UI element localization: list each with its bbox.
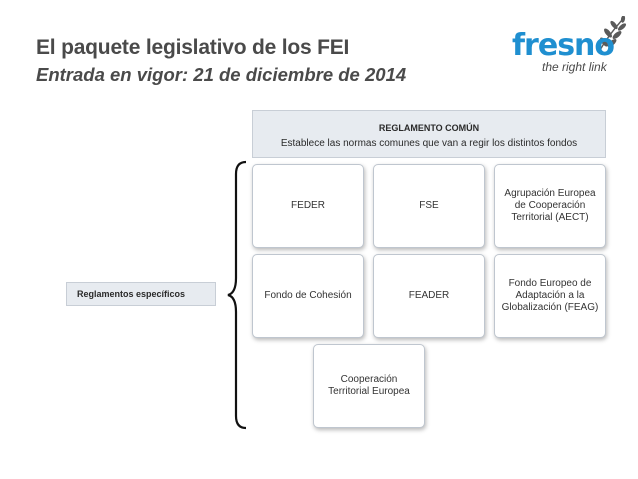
specific-regulations-label: Reglamentos específicos bbox=[66, 282, 216, 306]
page-subtitle: Entrada en vigor: 21 de diciembre de 2014 bbox=[36, 64, 407, 85]
fund-box-aect: Agrupación Europea de Cooperación Territorial (AECT) bbox=[494, 164, 606, 248]
fresno-logo bbox=[508, 16, 628, 76]
fund-box-cte: Cooperación Territorial Europea bbox=[313, 344, 425, 428]
fund-box-feder: FEDER bbox=[252, 164, 364, 248]
logo-tagline: the right link bbox=[542, 60, 607, 74]
page-title: El paquete legislativo de los FEI bbox=[36, 36, 350, 59]
fund-box-feader: FEADER bbox=[373, 254, 485, 338]
logo-wordmark: fresno bbox=[512, 28, 615, 63]
fund-box-feag: Fondo Europeo de Adaptación a la Globalización (FEAG) bbox=[494, 254, 606, 338]
fund-box-fondo-cohesion: Fondo de Cohesión bbox=[252, 254, 364, 338]
fund-box-fse: FSE bbox=[373, 164, 485, 248]
common-regulation-title: REGLAMENTO COMÚN bbox=[378, 123, 480, 133]
common-regulation-box bbox=[252, 110, 606, 158]
common-regulation-description: Establece las normas comunes que van a regir los distintos fondos bbox=[280, 138, 578, 149]
curly-brace bbox=[224, 160, 250, 430]
